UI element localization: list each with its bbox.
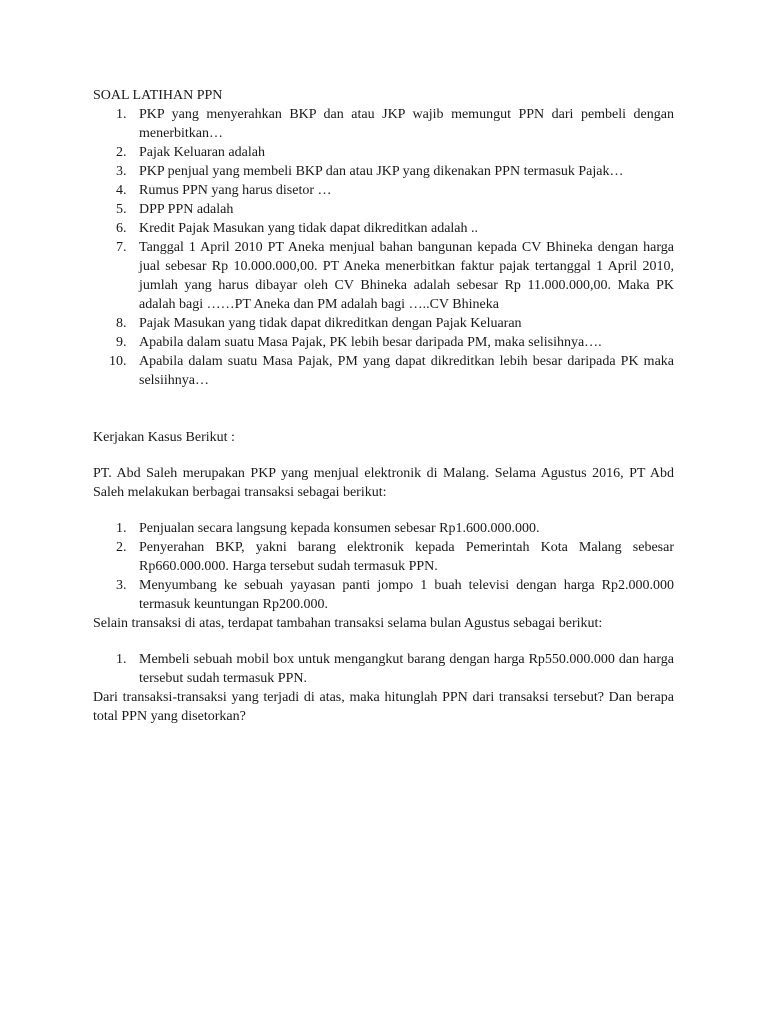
transaction-number: 2.	[116, 540, 127, 555]
closing-question: Dari transaksi-transaksi yang terjadi di atas, maka hitunglah PPN dari transaksi tersebut? Dan berapa total PPN yang disetorkan?	[93, 690, 674, 724]
transaction-number: 3.	[116, 578, 127, 593]
case-heading: Kerjakan Kasus Berikut :	[93, 430, 235, 445]
question-item	[93, 181, 674, 200]
additional-intro: Selain transaksi di atas, terdapat tambahan transaksi selama bulan Agustus sebagai berikut:	[93, 616, 603, 631]
spacer	[93, 390, 674, 428]
transaction-text: Penjualan secara langsung kepada konsumen sebesar Rp1.600.000.000.	[139, 521, 540, 536]
document-title: SOAL LATIHAN PPN	[93, 88, 223, 103]
question-text: DPP PPN adalah	[139, 202, 234, 217]
question-item	[93, 333, 674, 352]
transaction-item	[93, 538, 674, 576]
question-number: 7.	[116, 240, 127, 255]
question-text: Tanggal 1 April 2010 PT Aneka menjual bahan bangunan kepada CV Bhineka dengan harga jual sebesar Rp 10.000.000,00. PT Aneka menerbitkan faktur pajak tertanggal 1 April 2010, jumlah yang harus dibayar oleh CV Bhineka adalah sebesar Rp 11.000.000,00. Maka PK adalah bagi ……PT Aneka dan PM adalah bagi …..CV Bhineka	[139, 240, 674, 312]
question-text: Apabila dalam suatu Masa Pajak, PM yang dapat dikreditkan lebih besar daripada PK maka selsiihnya…	[139, 354, 674, 388]
spacer	[93, 447, 674, 464]
question-list	[93, 105, 674, 390]
transaction-number: 1.	[116, 652, 127, 667]
question-number: 1.	[116, 107, 127, 122]
question-number: 5.	[116, 202, 127, 217]
question-item	[93, 314, 674, 333]
question-number: 6.	[116, 221, 127, 236]
question-item	[93, 143, 674, 162]
transaction-item	[93, 650, 674, 688]
question-text: Kredit Pajak Masukan yang tidak dapat dikreditkan adalah ..	[139, 221, 479, 236]
question-text: PKP penjual yang membeli BKP dan atau JKP yang dikenakan PPN termasuk Pajak…	[139, 164, 624, 179]
transaction-number: 1.	[116, 521, 127, 536]
additional-transaction-list	[93, 650, 674, 688]
question-item	[93, 162, 674, 181]
transaction-item	[93, 576, 674, 614]
spacer	[93, 502, 674, 519]
question-text: Apabila dalam suatu Masa Pajak, PK lebih besar daripada PM, maka selisihnya….	[139, 335, 602, 350]
question-item	[93, 352, 674, 390]
question-text: Rumus PPN yang harus disetor …	[139, 183, 332, 198]
question-number: 3.	[116, 164, 127, 179]
question-item	[93, 200, 674, 219]
transaction-list	[93, 519, 674, 614]
transaction-item	[93, 519, 674, 538]
question-text: Pajak Masukan yang tidak dapat dikreditkan dengan Pajak Keluaran	[139, 316, 522, 331]
document-page	[93, 86, 674, 726]
transaction-text: Penyerahan BKP, yakni barang elektronik kepada Pemerintah Kota Malang sebesar Rp660.000.000. Harga tersebut sudah termasuk PPN.	[139, 540, 674, 574]
question-number: 9.	[116, 335, 127, 350]
question-item	[93, 105, 674, 143]
transaction-text: Membeli sebuah mobil box untuk mengangkut barang dengan harga Rp550.000.000 dan harga tersebut sudah termasuk PPN.	[139, 652, 674, 686]
question-item	[93, 238, 674, 314]
question-item	[93, 219, 674, 238]
question-text: Pajak Keluaran adalah	[139, 145, 265, 160]
question-number: 10.	[109, 354, 127, 369]
question-number: 2.	[116, 145, 127, 160]
transaction-text: Menyumbang ke sebuah yayasan panti jompo 1 buah televisi dengan harga Rp2.000.000 termasuk keuntungan Rp200.000.	[139, 578, 674, 612]
spacer	[93, 633, 674, 650]
question-number: 8.	[116, 316, 127, 331]
question-text: PKP yang menyerahkan BKP dan atau JKP wajib memungut PPN dari pembeli dengan menerbitkan…	[139, 107, 674, 141]
case-intro: PT. Abd Saleh merupakan PKP yang menjual elektronik di Malang. Selama Agustus 2016, PT Abd Saleh melakukan berbagai transaksi sebagai berikut:	[93, 466, 674, 500]
question-number: 4.	[116, 183, 127, 198]
